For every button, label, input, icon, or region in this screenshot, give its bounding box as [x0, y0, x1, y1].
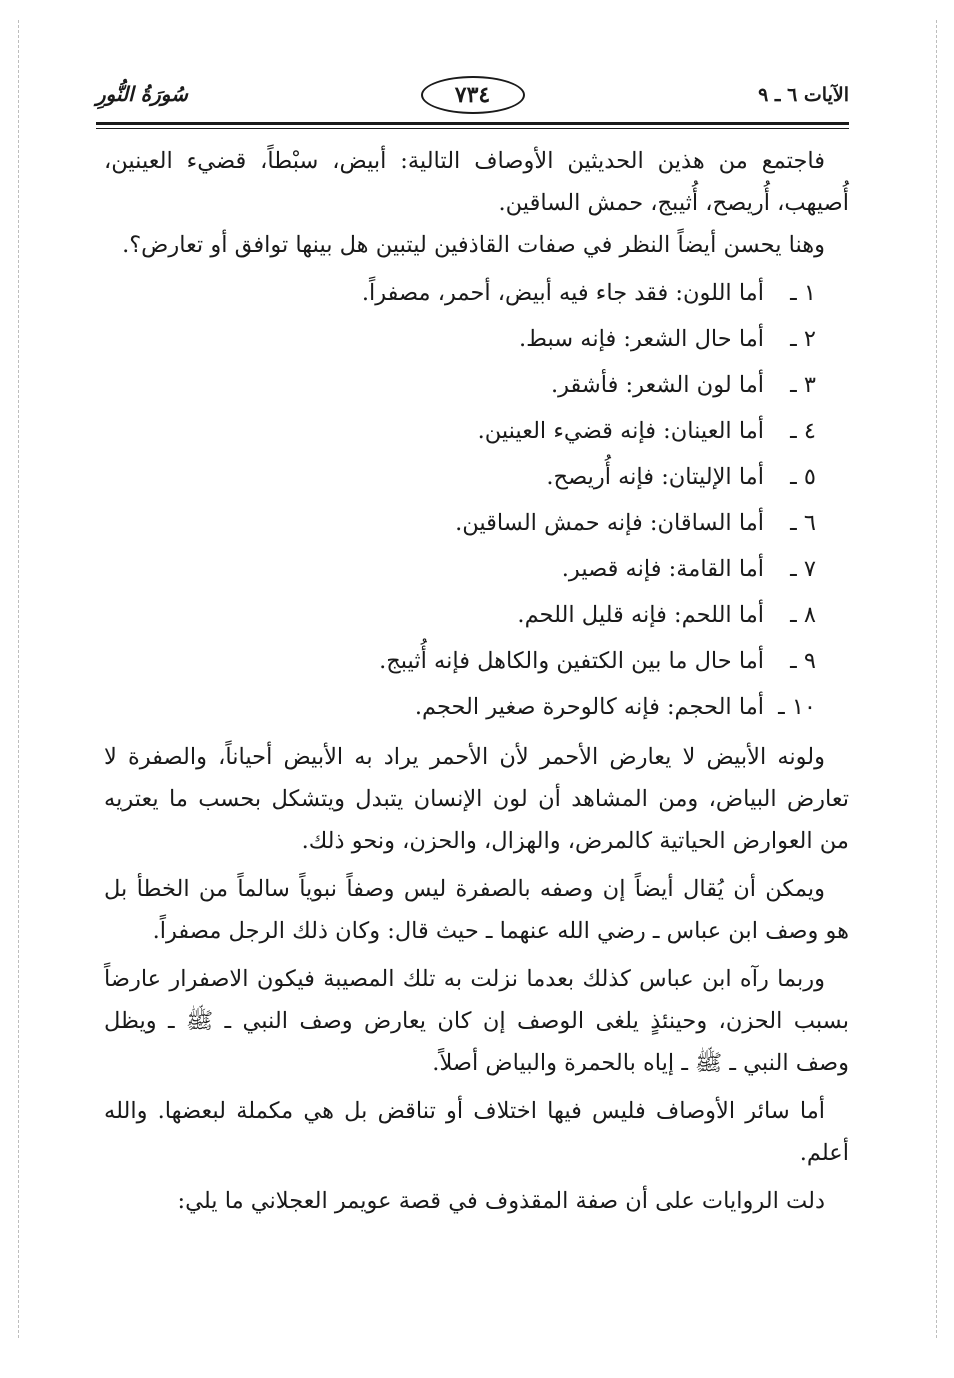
list-item-number: ٨ ـ: [790, 602, 816, 628]
paragraph: ولونه الأبيض لا يعارض الأحمر لأن الأحمر يراد به الأبيض أحياناً، والصفرة لا تعارض البياض، ومن المشاهد أن لون الإنسان يتبدل ويتشكل بحسب ما يعتريه من العوارض الحياتية كالمرض، والهزال، والحزن، ونحو ذلك.: [104, 744, 849, 854]
list-item-text: أما الحجم: فإنه كالوحرة صغير الحجم.: [414, 694, 764, 720]
list-item-number: ٤ ـ: [790, 418, 816, 444]
list-item: [104, 454, 849, 500]
list-item-text: أما القامة: فإنه قصير.: [561, 556, 764, 582]
paragraph: أما سائر الأوصاف فليس فيها اختلاف أو تناقض بل هي مكملة لبعضها. والله أعلم.: [104, 1098, 849, 1166]
paragraph: وهنا يحسن أيضاً النظر في صفات القاذفين ليتبين هل بينها توافق أو تعارض؟.: [122, 232, 825, 258]
ayat-range: الآيات ٦ ـ ٩: [758, 84, 849, 106]
list-item: [104, 592, 849, 638]
paragraph: ويمكن أن يُقال أيضاً إن وصفه بالصفرة ليس وصفاً نبوياً سالماً من الخطأ بل هو وصف ابن عباس ـ رضي الله عنهما ـ حيث قال: وكان ذلك الرجل مصفراً.: [104, 876, 849, 944]
attributes-list: [104, 270, 849, 730]
list-item-text: أما حال الشعر: فإنه سبط.: [519, 326, 764, 352]
list-item-text: أما حال ما بين الكتفين والكاهل فإنه أُثيبج.: [379, 648, 764, 674]
list-item: [104, 684, 849, 730]
list-item: [104, 546, 849, 592]
paragraph: دلت الروايات على أن صفة المقذوف في قصة عويمر العجلاني ما يلي:: [177, 1188, 825, 1214]
page-number: ٧٣٤: [421, 76, 525, 114]
header-rule-thick: [96, 122, 849, 125]
page-header: [96, 70, 849, 120]
body-text: [104, 140, 849, 1222]
list-item-number: ٥ ـ: [790, 464, 816, 490]
list-item-text: أما الإليتان: فإنه أُريصح.: [546, 464, 764, 490]
list-item: [104, 638, 849, 684]
list-item: [104, 362, 849, 408]
list-item-number: ١ ـ: [790, 280, 816, 306]
list-item: [104, 316, 849, 362]
list-item: [104, 408, 849, 454]
paragraph: فاجتمع من هذين الحديثين الأوصاف التالية: أبيض، سبْطاً، قضيء العينين، أُصيهب، أُريصح، أُثيبج، حمش الساقين.: [104, 148, 849, 216]
list-item-number: ١٠ ـ: [778, 694, 816, 720]
page-margin-right: [936, 20, 937, 1338]
list-item-text: أما العينان: فإنه قضيء العينين.: [477, 418, 764, 444]
list-item-number: ٦ ـ: [790, 510, 816, 536]
list-item-text: أما الساقان: فإنه حمش الساقين.: [455, 510, 764, 536]
list-item-text: أما اللحم: فإنه قليل اللحم.: [517, 602, 764, 628]
list-item-number: ٩ ـ: [790, 648, 816, 674]
list-item-number: ٧ ـ: [790, 556, 816, 582]
surah-name: سُورَةُ النُّورِ: [96, 82, 188, 106]
list-item: [104, 500, 849, 546]
list-item-text: أما لون الشعر: فأشقر.: [550, 372, 764, 398]
paragraph: وربما رآه ابن عباس كذلك بعدما نزلت به تلك المصيبة فيكون الاصفرار عارضاً بسبب الحزن، وحينئذٍ يلغى الوصف إن كان يعارض وصف النبي ـ ﷺ ـ ويظل وصف النبي ـ ﷺ ـ إياه بالحمرة والبياض أصلاً.: [104, 966, 849, 1076]
list-item-number: ٣ ـ: [790, 372, 816, 398]
list-item-number: ٢ ـ: [790, 326, 816, 352]
list-item: [104, 270, 849, 316]
header-rule-thin: [96, 128, 849, 129]
page-margin-left: [18, 20, 19, 1338]
list-item-text: أما اللون: فقد جاء فيه أبيض، أحمر، مصفراً.: [361, 280, 764, 306]
